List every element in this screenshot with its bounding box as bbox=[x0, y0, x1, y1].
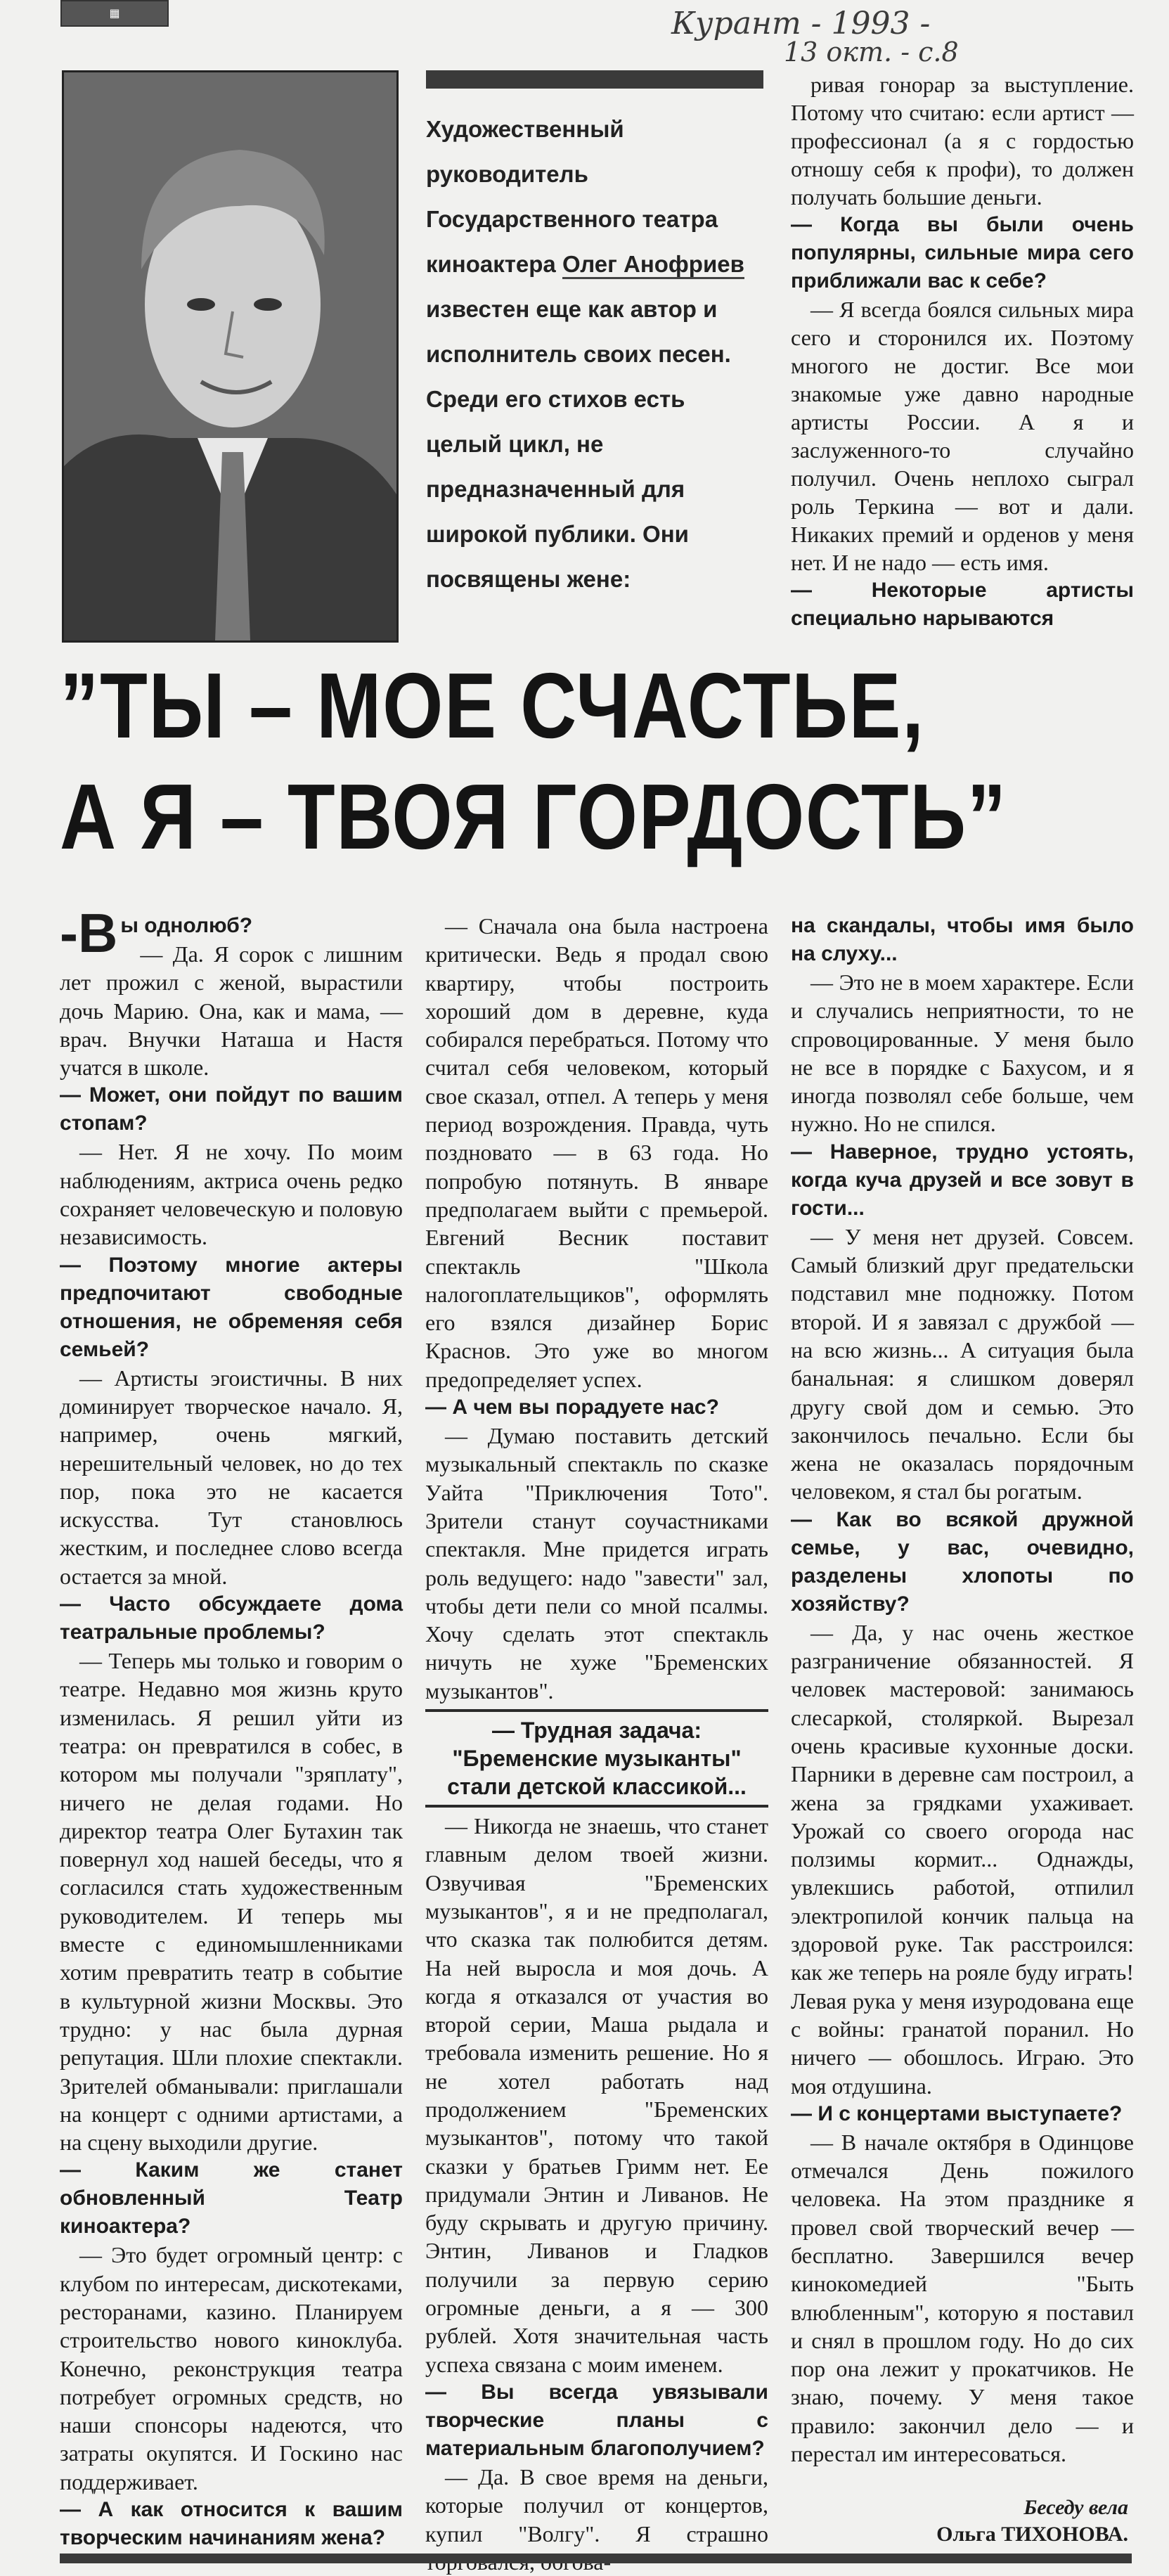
intro-before: Художественный руководитель Государственного театра киноактера bbox=[426, 116, 718, 277]
paragraph: — Да, у нас очень жесткое разграничение обязанностей. Я человек мастеровой: занимаюсь слесаркой, столяркой. Вырезал очень красивые кухонные доски. Парники в деревне сам построил, а жена за грядками ухаживает. Урожай со своего огорода нас ползимы кормит... Однажды, увлекшись работой, отпилил электропилой кончик пальца на здоровой руке. Так расстроился: как же теперь на рояле буду играть! Левая рука у меня изуродована еще с войны: гранатой поранил. Но ничего — обошлось. Играю. Это моя отдушина. bbox=[791, 1619, 1134, 2099]
paragraph: — В начале октября в Одинцове отмечался День пожилого человека. На этом празднике я провел свой творческий вечер — бесплатно. Завершился вечер кинокомедией "Быть влюбленным", которую я поставил и снял в прошлом году. Но до сих пор она лежит у прокатчиков. Не знаю, почему. У меня такое правило: закончил дело — и перестал им интересоваться. bbox=[791, 2129, 1134, 2467]
question: — Поэтому многие актеры предпочитают свободные отношения, не обременяя себя семьей? bbox=[60, 1253, 403, 1361]
signature-author: Ольга ТИХОНОВА. bbox=[936, 2523, 1128, 2546]
paragraph: — Я всегда боялся сильных мира сего и сторонился их. Поэтому многого не достиг. Все мои знакомые уже давно народные артисты России. А я и заслуженного-то случайно получил. Очень неплохо сыграл роль Теркина — вот и дали. Никаких премий и орденов у меня нет. И не надо — есть имя. bbox=[791, 297, 1134, 575]
question: — Некоторые артисты специально нарываются bbox=[791, 579, 1134, 630]
paragraph: — Теперь мы только и говорим о театре. Недавно моя жизнь круто изменилась. Я решил уйти из театра: он превратился в собес, в котором мы получали "зряплату", ничего не делая годами. Но директор театра Олег Бутахин так повернул ход нашей беседы, что я согласился стать художественным руководителем. И теперь мы вместе с единомышленниками хотим превратить театр в событие в культурной жизни Москвы. Это трудно: у нас была дурная репутация. Шли плохие спектакли. Зрителей обманывали: приглашали на концерт с одними артистами, а на сцену выходили другие. bbox=[60, 1648, 403, 2156]
paragraph: — У меня нет друзей. Совсем. Самый близкий друг предательски подставил мне подножку. Потом второй. И я завязал с дружбой — на всю жизнь... А ситуация была банальная: я слишком доверял другу свой дом и семью. Это закончилось печально. Если бы жена не оказалась порядочным человеком, я стал бы рогатым. bbox=[791, 1223, 1134, 1505]
paragraph: — Артисты эгоистичны. В них доминирует творческое начало. Я, например, очень мягкий, нерешительный человек, но до тех пор, пока это не касается искусства. Тут становлюсь жестким, и последнее слово всегда остается за мной. bbox=[60, 1365, 403, 1589]
intro-after: известен еще как автор и исполнитель своих песен. Среди его стихов есть целый цикл, не предназначенный для широкой публики. Они посвящены жене: bbox=[426, 296, 731, 592]
question: — Когда вы были очень популярны, сильные мира сего приближали вас к себе? bbox=[791, 213, 1134, 292]
bottom-rule bbox=[60, 2554, 1132, 2563]
portrait-photo bbox=[62, 70, 399, 643]
drop-cap: -В bbox=[60, 902, 118, 964]
paragraph: ривая гонорар за выступление. Потому что считаю: если артист — профессионал (а я с гордостью отношу себя к профи), то должен получать большие деньги. bbox=[791, 72, 1134, 210]
column-1 bbox=[60, 902, 403, 2552]
paragraph: — Никогда не знаешь, что станет главным делом твоей жизни. Озвучивая "Бременских музыкантов", я и не предполагал, что сказка так полюбится детям. На ней выросла и моя дочь. А когда я отказался от участия во второй серии, Маша рыдала и требовала изменить решение. Но я не хотел работать над продолжением "Бременских музыкантов", потому что такой сказки у братьев Гримм нет. Ее придумали Энтин и Ливанов. Не буду скрывать и другую причину. Энтин, Ливанов и Гладков получили за первую серию огромные деньги, а я — 300 рублей. Хотя значительная часть успеха связана с моим именем. bbox=[425, 1813, 768, 2377]
section-rule-top bbox=[425, 1709, 768, 1712]
question: — Каким же станет обновленный Театр киноактера? bbox=[60, 2158, 403, 2239]
column-2 bbox=[425, 912, 768, 2576]
paragraph: — Да. Я сорок с лишним лет прожил с женой, вырастили дочь Марию. Она, как и мама, — врач. Внучки Наташа и Настя учатся в школе. bbox=[60, 941, 403, 1081]
question: — А как относится к вашим творческим начинаниям жена? bbox=[60, 2498, 403, 2550]
headline-line-1: ”ТЫ – МОЕ СЧАСТЬЕ, bbox=[60, 654, 925, 757]
question: — Вы всегда увязывали творческие планы с материальным благополучием? bbox=[425, 2380, 768, 2460]
question: на скандалы, чтобы имя было на слуху... bbox=[791, 914, 1134, 965]
column-3 bbox=[791, 912, 1134, 2468]
column-3-top bbox=[791, 70, 1134, 633]
section-heading: — Трудная задача: "Бременские музыканты" стали детской классикой... bbox=[447, 1718, 747, 1800]
question: — Часто обсуждаете дома театральные проблемы? bbox=[60, 1592, 403, 1644]
paragraph: — Сначала она была настроена критически. Ведь я продал свою квартиру, чтобы построить хороший дом в деревне, куда собирался перебраться. Потому что считал себя человеком, который свое сказал, отпел. А теперь у меня период возрождения. Правда, чуть поздновато — в 63 года. Но попробую потянуть. В январе предполагаем выйти с премьерой. Евгений Весник поставит спектакль "Школа налогоплательщиков", оформлять его взялся дизайнер Борис Краснов. Это уже во многом предопределяет успех. bbox=[425, 913, 768, 1392]
section-rule-bottom bbox=[425, 1805, 768, 1808]
question: — Может, они пойдут по вашим стопам? bbox=[60, 1083, 403, 1135]
headline bbox=[60, 650, 1007, 872]
question: — А чем вы порадуете нас? bbox=[425, 1396, 719, 1419]
question: — Как во всякой дружной семье, у вас, очевидно, разделены хлопоты по хозяйству? bbox=[791, 1507, 1134, 1616]
paragraph: — Это будет огромный центр: с клубом по интересам, дискотеками, ресторанами, казино. Планируем строительство нового киноклуба. Конечно, реконструкция театра потребует огромных средств, но наши спонсоры надеются, что затраты окупятся. И Госкино нас поддерживает. bbox=[60, 2242, 403, 2494]
paragraph: — Нет. Я не хочу. По моим наблюдениям, актриса очень редко сохраняет человеческую и половую независимость. bbox=[60, 1139, 403, 1250]
paragraph: — Думаю поставить детский музыкальный спектакль по сказке Уайта "Приключения Тото". Зрители станут соучастниками спектакля. Мне придется играть роль ведущего: надо "завести" зал, чтобы дети пели со мной псалмы. Хочу сделать этот спектакль ничуть не хуже "Бременских музыкантов". bbox=[425, 1423, 768, 1704]
paragraph: — Это не в моем характере. Если и случались неприятности, то не спровоцированные. У меня было не все в порядке с Бахусом, и я иногда позволял себе больше, чем нужно. Но не спился. bbox=[791, 970, 1134, 1137]
handwritten-line-1: Курант - 1993 - bbox=[671, 6, 931, 41]
handwritten-line-2: 13 окт. - с.8 bbox=[784, 37, 959, 67]
question: — Наверное, трудно устоять, когда куча друзей и все зовут в гости... bbox=[791, 1140, 1134, 1220]
question: — И с концертами выступаете? bbox=[791, 2101, 1123, 2125]
headline-line-2: А Я – ТВОЯ ГОРДОСТЬ” bbox=[60, 765, 1007, 868]
signature-line-1: Беседу вела bbox=[1023, 2496, 1128, 2519]
intro-top-rule bbox=[426, 70, 763, 89]
intro-lead bbox=[426, 107, 763, 602]
intro-person-name: Олег Анофриев bbox=[562, 251, 744, 279]
signature bbox=[791, 2494, 1128, 2548]
newspaper-logo: ▦ bbox=[60, 0, 169, 27]
handwritten-note bbox=[671, 6, 1163, 67]
first-question: ы однолюб? bbox=[120, 914, 253, 937]
paragraph: — Да. В свое время на деньги, которые получил от концертов, купил "Волгу". Я страшно bbox=[425, 2464, 768, 2546]
